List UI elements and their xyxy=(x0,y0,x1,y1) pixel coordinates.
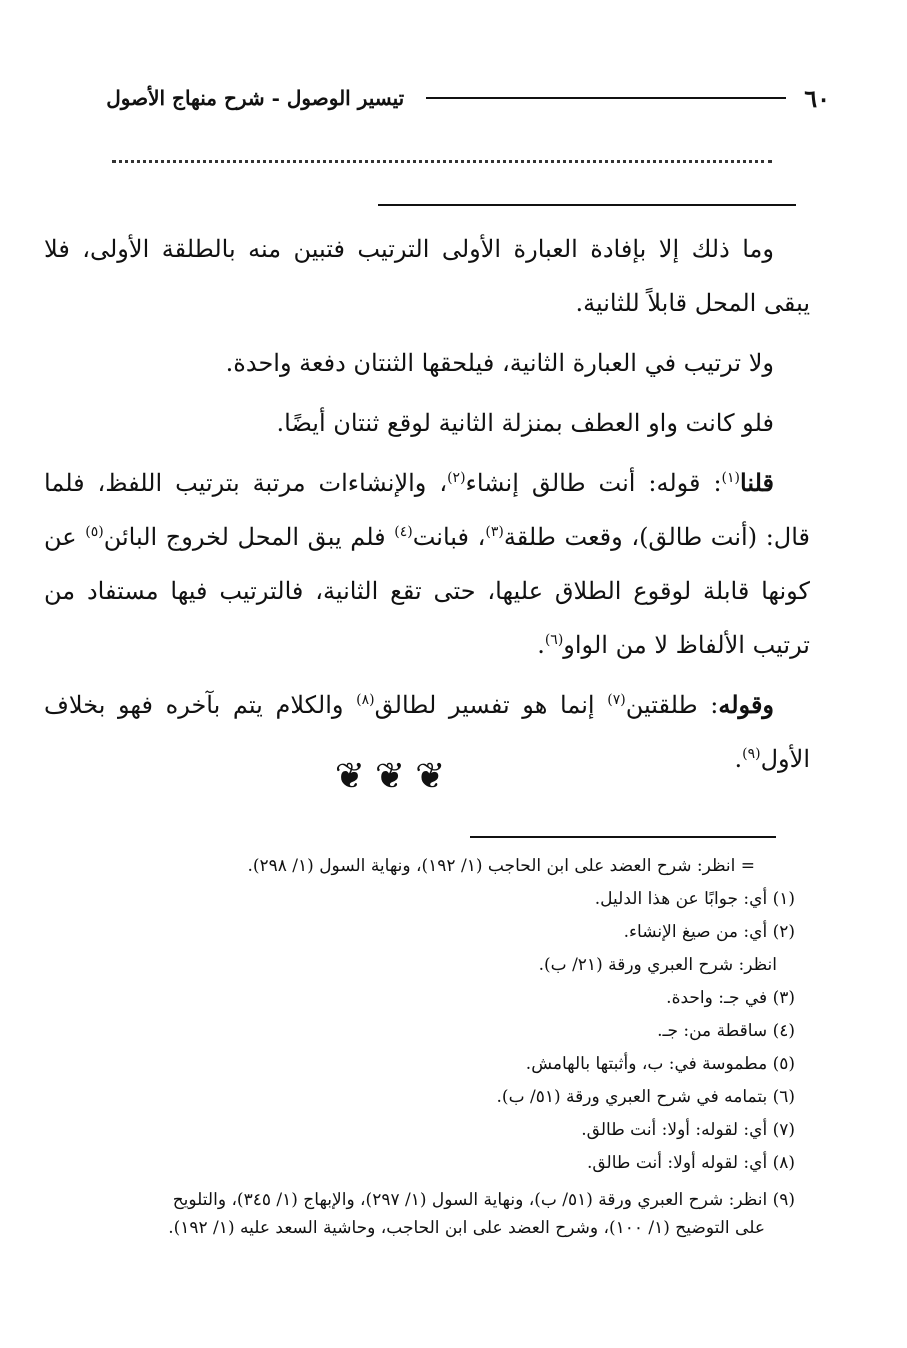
text-run: : طلقتين xyxy=(625,691,719,719)
footnote-marker: (٤) xyxy=(394,524,413,540)
footnote-6: (٦) بتمامه في شرح العبري ورقة (٥١/ ب). xyxy=(496,1087,795,1107)
paragraph-2: ولا ترتيب في العبارة الثانية، فيلحقها الثنتان دفعة واحدة. xyxy=(225,349,774,377)
footnote-marker: (٥) xyxy=(85,524,104,540)
footnote-marker: (٦) xyxy=(544,632,564,648)
lead-word: وقوله xyxy=(718,690,775,719)
footnote-marker: (٨) xyxy=(356,692,375,708)
footnote-2-continuation: انظر: شرح العبري ورقة (٢١/ ب). xyxy=(538,955,777,975)
footnotes xyxy=(30,850,795,1242)
main-text xyxy=(44,222,810,792)
text-run: إنما هو تفسير لطالق xyxy=(374,691,608,719)
footnote-9-line-1: (٩) انظر: شرح العبري ورقة (٥١/ ب)، ونهاية السول (١/ ٢٩٧)، والإبهاج (١/ ٣٤٥)، والتلويح xyxy=(172,1190,795,1210)
footnote-5: (٥) مطموسة في: ب، وأثبتها بالهامش. xyxy=(525,1054,795,1074)
footnote-8: (٨) أي: لقوله أولا: أنت طالق. xyxy=(586,1153,795,1173)
footnote-marker: (١) xyxy=(721,470,741,486)
running-header xyxy=(40,78,830,118)
footnote-4: (٤) ساقطة من: جـ. xyxy=(657,1021,795,1041)
top-rule xyxy=(378,204,796,206)
text-run: فلم يبق المحل لخروج البائن xyxy=(103,523,395,551)
footnote-continuation: = انظر: شرح العضد على ابن الحاجب (١/ ١٩٢)، ونهاية السول (١/ ٢٩٨). xyxy=(247,856,755,876)
text-run: ، فبانت xyxy=(412,523,486,551)
text-run: ، والإنشاءات مرتبة بترتيب اللفظ، فلما قال: (أنت طالق)، وقعت طلقة xyxy=(44,469,811,551)
lead-word: قلنا xyxy=(740,468,774,497)
footnote-rule xyxy=(470,836,776,838)
text-run: : قوله: أنت طالق إنشاء xyxy=(465,469,722,497)
paragraph-3: فلو كانت واو العطف بمنزلة الثانية لوقع ثنتان أيضًا. xyxy=(276,409,774,437)
footnote-7: (٧) أي: لقوله: أولا: أنت طالق. xyxy=(581,1120,795,1140)
footnote-1: (١) أي: جوابًا عن هذا الدليل. xyxy=(594,889,795,909)
footnote-9-line-2: على التوضيح (١/ ١٠٠)، وشرح العضد على ابن الحاجب، وحاشية السعد عليه (١/ ١٩٢). xyxy=(168,1218,765,1238)
paragraph-1: وما ذلك إلا بإفادة العبارة الأولى الترتيب فتبين منه بالطلقة الأولى، فلا يبقى المحل قابلاً للثانية. xyxy=(44,235,810,317)
header-rule xyxy=(426,97,786,99)
text-run: عن كونها قابلة لوقوع الطلاق عليها، حتى تقع الثانية، فالترتيب فيها مستفاد من ترتيب الألفاظ لا من الواو xyxy=(44,523,810,659)
footnote-marker: (٩) xyxy=(742,746,761,762)
footnote-marker: (٢) xyxy=(447,470,466,486)
footnote-2: (٢) أي: من صيغ الإنشاء. xyxy=(623,922,795,942)
text-run: . xyxy=(734,745,743,773)
text-run: والكلام يتم بآخره فهو بخلاف الأول xyxy=(44,691,810,773)
running-title: تيسير الوصول - شرح منهاج الأصول xyxy=(106,86,405,110)
dotted-separator xyxy=(112,160,772,163)
ornament-icon: ❦❦❦ xyxy=(334,756,456,797)
paragraph-4 xyxy=(44,456,810,672)
footnote-marker: (٣) xyxy=(485,524,504,540)
text-run: . xyxy=(537,631,545,659)
footnote-9 xyxy=(30,1186,795,1242)
footnote-3: (٣) في جـ: واحدة. xyxy=(666,988,795,1008)
page-number: ٦٠ xyxy=(804,83,830,113)
footnote-marker: (٧) xyxy=(607,692,626,708)
